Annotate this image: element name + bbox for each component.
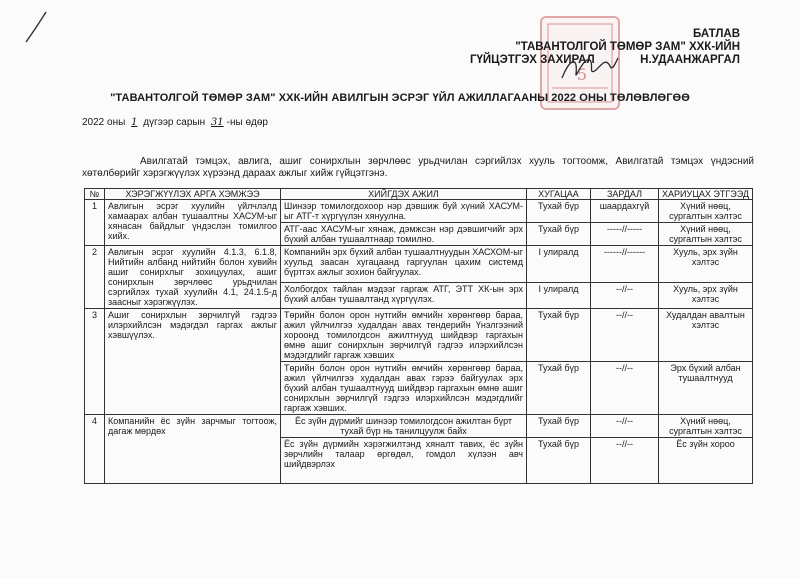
work-cell: Төрийн болон орон нутгийн өмчийн хөрөнгөөр бараа, ажил үйлчилгээ худалдан авах гэрээ байгуулах эрх бүхий албан тушаалтнууд шийдвэр гаргахын өмнө ашиг сонирхлын зөрчилгүй гэдгээ илэрхийлсэн мэдэгдлийг гаргаж хэвших.: [281, 362, 527, 415]
row-number: 3: [85, 309, 105, 415]
plan-table: [84, 188, 753, 484]
cost-cell: шаардахгүй: [591, 200, 659, 223]
work-cell: Холбогдох тайлан мэдээг гаргаж АТГ, ЭТТ ХК-ын эрх бүхий албан тушаалтанд хүргүүлэх.: [281, 283, 527, 309]
approval-name: Н.УДААНЖАРГАЛ: [640, 54, 740, 66]
cost-cell: --//--: [591, 309, 659, 362]
responsible-cell: Хууль, эрх зүйн хэлтэс: [659, 283, 753, 309]
header-no: №: [85, 189, 105, 200]
header-cost: ЗАРДАЛ: [591, 189, 659, 200]
measure-cell: Ашиг сонирхлын зөрчилгүй гэдгээ илэрхийлсэн мэдэгдэл гаргах ажлыг хэвшүүлэх.: [105, 309, 281, 415]
document-date: [82, 117, 268, 128]
measure-cell: Компанийн ёс зүйн зарчмыг тогтоож, дагаж мөрдөх: [105, 415, 281, 484]
responsible-cell: Хүний нөөц, сургалтын хэлтэс: [659, 415, 753, 438]
work-cell: Шинээр томилогдохоор нэр дэвшиж буй хүний ХАСУМ-ыг АТГ-т хүргүүлэн хянуулна.: [281, 200, 527, 223]
work-cell: АТГ-аас ХАСУМ-ыг хянаж, дэмжсэн нэр дэвшигчийг эрх бүхий албан тушаалтнаар томилно.: [281, 223, 527, 246]
svg-text:5: 5: [576, 65, 588, 84]
approval-word: БАТЛАВ: [693, 28, 740, 40]
date-month-label: дүгээр сарын: [143, 117, 206, 128]
table-row: [85, 200, 753, 223]
row-number: 2: [85, 246, 105, 309]
header-responsible: ХАРИУЦАХ ЭТГЭЭД: [659, 189, 753, 200]
deadline-cell: I улиралд: [527, 246, 591, 283]
deadline-cell: Тухай бүр: [527, 223, 591, 246]
responsible-cell: Хүний нөөц, сургалтын хэлтэс: [659, 200, 753, 223]
date-year: 2022 оны: [82, 117, 126, 128]
cost-cell: --//--: [591, 438, 659, 484]
signature-image: [560, 52, 620, 82]
work-cell: Компанийн эрх бүхий албан тушаалтнуудын ХАСХОМ-ыг хуульд заасан хугацаанд гаргуулан цахим системд бүртгэх ажлыг зохион байгуулах.: [281, 246, 527, 283]
deadline-cell: Тухай бүр: [527, 415, 591, 438]
row-number: 4: [85, 415, 105, 484]
date-day-label: -ны өдөр: [226, 117, 268, 128]
work-cell: Төрийн болон орон нутгийн өмчийн хөрөнгөөр бараа, ажил үйлчилгээ худалдан авах тендерийн Үнэлгээний хороонд томилогдсон ажилтнууд шийдвэр гаргахын өмнө ашиг сонирхлын зөрчилгүй гэдгээ илэрхийлсэн мэдэгдлийг гаргаж хэвших: [281, 309, 527, 362]
header-deadline: ХУГАЦАА: [527, 189, 591, 200]
responsible-cell: Ёс зүйн хороо: [659, 438, 753, 484]
deadline-cell: I улиралд: [527, 283, 591, 309]
cost-cell: ------//------: [591, 246, 659, 283]
responsible-cell: Хууль, эрх зүйн хэлтэс: [659, 246, 753, 283]
work-cell: Ёс зүйн дүрмийн хэрэгжилтэнд хяналт тавих, ёс зүйн зөрчлийн талаар өргөдөл, гомдол хүлээн авч шийдвэрлэх: [281, 438, 527, 484]
cost-cell: --//--: [591, 283, 659, 309]
intro-paragraph: Авилгатай тэмцэх, авлига, ашиг сонирхлын зөрчлөөс урьдчилан сэргийлэх хууль тогтоомж, Авилгатай тэмцэх үндэсний хөтөлбөрийг хэрэгжүүлэх хүрээнд дараах ажлыг хийж гүйцэтгэнэ.: [82, 156, 754, 179]
responsible-cell: Эрх бүхий албан тушаалтнууд: [659, 362, 753, 415]
responsible-cell: Худалдан авалтын хэлтэс: [659, 309, 753, 362]
table-header-row: [85, 189, 753, 200]
deadline-cell: Тухай бүр: [527, 438, 591, 484]
work-cell: Ёс зүйн дүрмийг шинээр томилогдсон ажилтан бүрт тухай бүр нь танилцуулж байх: [281, 415, 527, 438]
table-row: [85, 309, 753, 362]
table-row: [85, 246, 753, 283]
cost-cell: -----//-----: [591, 223, 659, 246]
deadline-cell: Тухай бүр: [527, 362, 591, 415]
approval-role: ГҮЙЦЭТГЭХ ЗАХИРАЛ: [470, 54, 595, 66]
cost-cell: --//--: [591, 415, 659, 438]
deadline-cell: Тухай бүр: [527, 309, 591, 362]
approval-org: "ТАВАНТОЛГОЙ ТӨМӨР ЗАМ" ХХК-ИЙН: [515, 41, 740, 53]
row-number: 1: [85, 200, 105, 246]
header-work: ХИЙГДЭХ АЖИЛ: [281, 189, 527, 200]
date-month-handwritten: 1: [131, 117, 138, 128]
measure-cell: Авлигын эсрэг хуулийн үйлчлэлд хамаарах албан тушаалтны ХАСУМ-ыг хянасан байдлыг үндэслэн томилгоо хийх.: [105, 200, 281, 246]
table-row: [85, 415, 753, 438]
deadline-cell: Тухай бүр: [527, 200, 591, 223]
responsible-cell: Хүний нөөц, сургалтын хэлтэс: [659, 223, 753, 246]
header-measure: ХЭРЭГЖҮҮЛЭХ АРГА ХЭМЖЭЭ: [105, 189, 281, 200]
margin-pen-mark: [22, 6, 62, 46]
date-day-handwritten: 31: [210, 117, 224, 128]
document-title: "ТАВАНТОЛГОЙ ТӨМӨР ЗАМ" ХХК-ИЙН АВИЛГЫН ЭСРЭГ ҮЙЛ АЖИЛЛАГААНЫ 2022 ОНЫ ТӨЛӨВЛӨГӨӨ: [110, 92, 690, 104]
measure-cell: Авлигын эсрэг хуулийн 4.1.3, 6.1.8, Нийтийн албанд нийтийн болон хувийн ашиг сонирхлыг зохицуулах, ашиг сонирхлын зөрчлөөс урьдчилан сэргийлэх тухай хуулийн 4.1, 24.1.5-д заасныг хэрэгжүүлэх.: [105, 246, 281, 309]
cost-cell: --//--: [591, 362, 659, 415]
